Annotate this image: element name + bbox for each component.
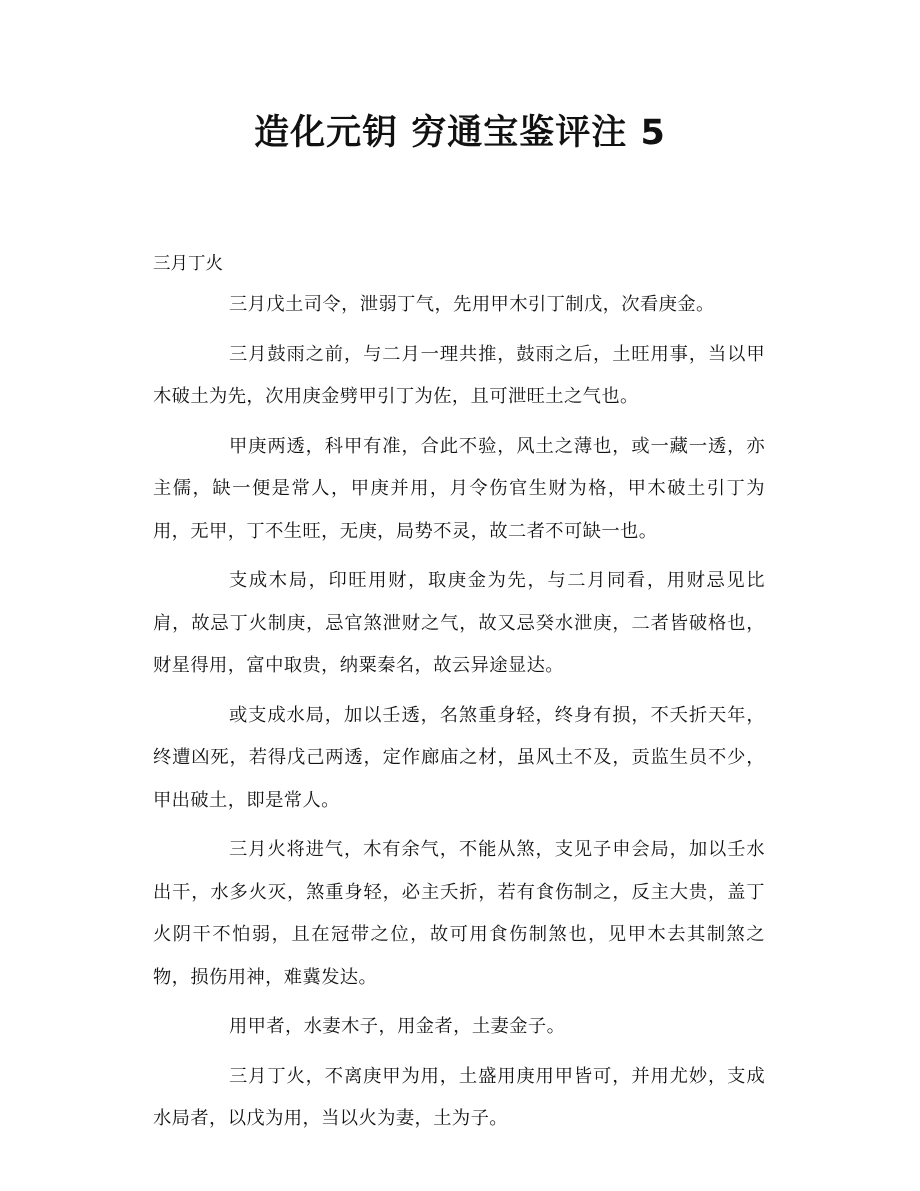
paragraph: 三月戊土司令，泄弱丁气，先用甲木引丁制戊，次看庚金。 <box>229 294 715 315</box>
paragraph: 三月火将进气，木有余气，不能从煞，支见子申会局，加以壬水出干，水多火灭，煞重身轻，必主夭折，若有食伤制之，反主大贵，盖丁火阴干不怕弱，且在冠带之位，故可用食伤制煞也，见甲木去其制煞之物，损伤用神，难冀发达。 <box>153 839 765 988</box>
paragraph: 支成木局，印旺用财，取庚金为先，与二月同看，用财忌见比肩，故忌丁火制庚，忌官煞泄财之气，故又忌癸水泄庚，二者皆破格也，财星得用，富中取贵，纳粟秦名，故云异途显达。 <box>153 570 765 676</box>
paragraph: 用甲者，水妻木子，用金者，土妻金子。 <box>229 1016 566 1037</box>
section-heading: 三月丁火 <box>153 254 223 274</box>
paragraph: 甲庚两透，科甲有准，合此不验，风土之薄也，或一藏一透，亦主儒，缺一便是常人，甲庚并用，月令伤官生财为格，甲木破土引丁为用，无甲，丁不生旺，无庚，局势不灵，故二者不可缺一也。 <box>153 435 765 542</box>
paragraph: 三月丁火，不离庚甲为用，土盛用庚用甲皆可，并用尤妙，支成水局者，以戊为用，当以火为妻，土为子。 <box>153 1065 765 1129</box>
document-body <box>153 246 765 1148</box>
document-title: 造化元钥 穷通宝鉴评注 5 <box>254 113 666 153</box>
paragraph: 或支成水局，加以壬透，名煞重身轻，终身有损，不夭折天年，终遭凶死，若得戊己两透，定作廊庙之材，虽风土不及，贡监生员不少，甲出破土，即是常人。 <box>153 704 765 811</box>
paragraph: 三月鼓雨之前，与二月一理共推，鼓雨之后，土旺用事，当以甲木破土为先，次用庚金劈甲引丁为佐，且可泄旺土之气也。 <box>153 343 765 407</box>
